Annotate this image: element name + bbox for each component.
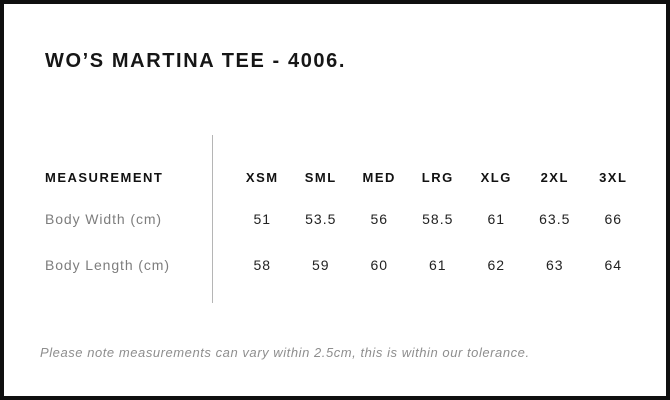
body-length-value-med: 60 <box>370 257 389 273</box>
table-row-body-length <box>45 252 645 278</box>
body-length-value-2xl: 63 <box>545 257 564 273</box>
row-label-body-length: Body Length (cm) <box>45 257 170 273</box>
size-header-xlg: XLG <box>480 169 512 185</box>
body-width-value-med: 56 <box>370 211 389 227</box>
body-width-value-xlg: 61 <box>487 211 506 227</box>
body-length-value-xsm: 58 <box>253 257 272 273</box>
body-width-value-3xl: 66 <box>604 211 623 227</box>
body-length-value-3xl: 64 <box>604 257 623 273</box>
body-length-value-xlg: 62 <box>487 257 506 273</box>
body-width-cells <box>212 211 643 227</box>
table-header-row <box>45 164 645 190</box>
tolerance-note: Please note measurements can vary within 2.5cm, this is within our tolerance. <box>40 345 530 360</box>
size-header-cells <box>212 170 643 185</box>
size-header-sml: SML <box>304 169 337 185</box>
body-width-value-2xl: 63.5 <box>539 211 571 227</box>
measurement-column-header: MEASUREMENT <box>45 169 164 185</box>
body-length-cells <box>212 257 643 273</box>
page-title: WO’S MARTINA TEE - 4006. <box>45 50 347 72</box>
size-table <box>45 137 645 309</box>
size-header-3xl: 3XL <box>599 169 628 185</box>
body-width-value-xsm: 51 <box>253 211 272 227</box>
size-header-lrg: LRG <box>421 169 454 185</box>
size-header-2xl: 2XL <box>540 169 569 185</box>
table-row-body-width <box>45 206 645 232</box>
body-width-value-sml: 53.5 <box>305 211 337 227</box>
size-header-med: MED <box>362 169 396 185</box>
body-length-value-sml: 59 <box>311 257 330 273</box>
size-header-xsm: XSM <box>245 169 279 185</box>
row-label-body-width: Body Width (cm) <box>45 211 162 227</box>
body-width-value-lrg: 58.5 <box>422 211 454 227</box>
body-length-value-lrg: 61 <box>428 257 447 273</box>
